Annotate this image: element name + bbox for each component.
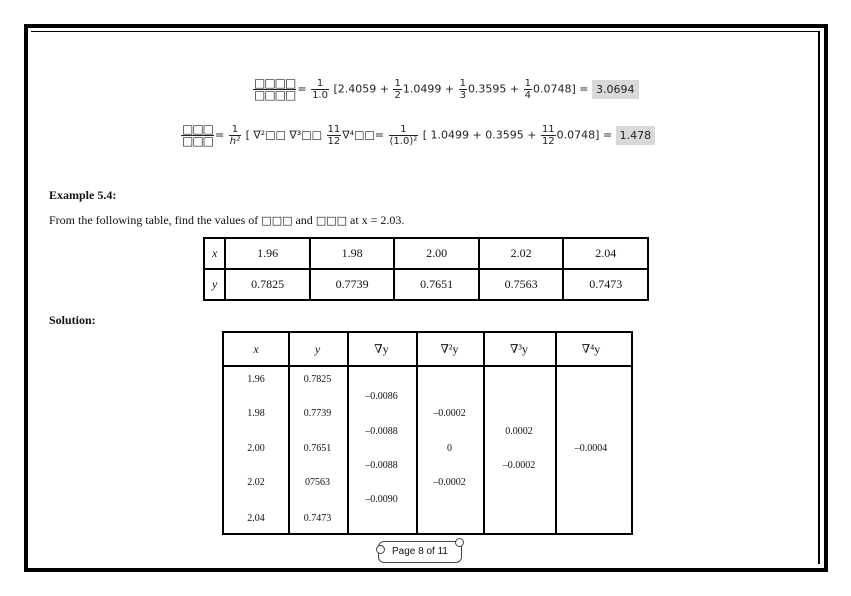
cell-y: 0.7825 xyxy=(303,374,332,385)
cell-d2: –0.0002 xyxy=(433,408,466,419)
header-d1: ∇y xyxy=(374,342,389,356)
example-text xyxy=(49,213,404,228)
cell-x: 2.04 xyxy=(247,513,265,524)
header-d4: ∇⁴y xyxy=(581,342,601,356)
scroll-curl-icon xyxy=(455,538,464,547)
table-cell: 0.7825 xyxy=(225,269,310,300)
equation1-term4: 0.0748] = xyxy=(533,82,589,96)
equation1-term3: 0.3595 + xyxy=(467,82,520,96)
equation1-frac-quarter xyxy=(524,78,532,101)
cell-y: 0.7739 xyxy=(303,408,332,419)
equation2-nabla4: ∇⁴□□= xyxy=(342,128,385,142)
equation1-bracket-open: [2.4059 + xyxy=(333,82,389,96)
equation2-expr: [ 1.0499 + 0.3595 + xyxy=(422,128,537,142)
difference-table xyxy=(222,331,633,535)
frac-1112-den: 12 xyxy=(327,136,341,147)
column-divider xyxy=(416,333,418,533)
column-divider xyxy=(555,333,557,533)
cell-d4: –0.0004 xyxy=(574,443,608,454)
table-cell: 2.02 xyxy=(479,238,564,269)
cell-x: 1.98 xyxy=(247,408,265,419)
cell-d2: –0.0002 xyxy=(433,477,466,488)
table-cell: 1.96 xyxy=(225,238,310,269)
frac-half-den: 2 xyxy=(394,90,401,101)
equation1-frac-half xyxy=(393,78,401,101)
example-text-after: at x = 2.03. xyxy=(350,213,405,227)
frac-1112-num: 11 xyxy=(327,124,341,135)
equation1-lhs-den: □□□□ xyxy=(254,88,296,102)
cell-d1: –0.0090 xyxy=(365,494,398,505)
cell-d3: –0.0002 xyxy=(502,460,536,471)
equation1-lhs xyxy=(253,78,296,101)
example-boxes1: □□□ xyxy=(261,214,293,227)
equation2-bracket: [ ∇²□□ ∇³□□ xyxy=(245,128,322,142)
cell-d1: –0.0088 xyxy=(365,460,398,471)
page-number-label: Page 8 of 11 xyxy=(392,546,448,557)
equation2-coef-den: h² xyxy=(229,136,241,147)
equation2-tail: 0.0748] = xyxy=(556,128,613,142)
header-d2: ∇²y xyxy=(440,342,459,356)
equation1-coef-num: 1 xyxy=(311,78,329,90)
frac-1112b-num: 11 xyxy=(541,124,555,135)
example-heading: Example 5.4: xyxy=(49,188,117,202)
header-x: x xyxy=(253,342,259,356)
cell-y: 0.7651 xyxy=(303,443,332,454)
solution-heading: Solution: xyxy=(49,313,96,327)
scroll-curl-icon xyxy=(376,545,385,554)
equation2-frac-1 xyxy=(389,124,419,147)
table-row-y xyxy=(204,269,648,300)
table-cell: 2.04 xyxy=(563,238,648,269)
table-cell: y xyxy=(204,269,225,300)
cell-d3: 0.0002 xyxy=(505,426,533,437)
frac-third-num: 1 xyxy=(459,78,466,89)
cell-y: 07563 xyxy=(305,477,330,488)
equation2-lhs-den: □□□ xyxy=(182,134,214,148)
cell-x: 2.00 xyxy=(247,443,265,454)
table-cell: 0.7563 xyxy=(479,269,564,300)
equation1-lhs-num: □□□□ xyxy=(254,76,296,90)
equation2-coef xyxy=(229,124,241,147)
equation1-result: 3.0694 xyxy=(592,80,639,99)
table-cell: 0.7739 xyxy=(310,269,395,300)
table-cell: 0.7473 xyxy=(563,269,648,300)
table-cell: 2.00 xyxy=(394,238,479,269)
frac-third-den: 3 xyxy=(459,90,466,101)
equation2-lhs-num: □□□ xyxy=(182,122,214,136)
equation2-result: 1.478 xyxy=(616,126,656,145)
frac-1-num: 1 xyxy=(389,124,419,136)
frac-quarter-num: 1 xyxy=(524,78,532,89)
frac-half-num: 1 xyxy=(394,78,401,89)
cell-y: 0.7473 xyxy=(303,513,332,524)
equation2-coef-num: 1 xyxy=(229,124,241,136)
cell-d2: 0 xyxy=(447,443,452,454)
equation-second-derivative: $\frac{□□□}{□□□}$ = $\frac{1}{\text{h²}}$ [ ∇²□□ ∇³□□ $\frac{11}{12}$ ∇⁴□□= $\frac{1}{\text{(1.0)²}}$ [ 1.0499 + 0.3595 + $\frac{11}{12}$ 0.0748] = 1.478 xyxy=(180,124,655,147)
page-number-scroll xyxy=(378,541,462,563)
table-cell: 0.7651 xyxy=(394,269,479,300)
equation1-coef-den: 1.0 xyxy=(312,90,328,101)
header-y: y xyxy=(314,342,321,356)
equation2-frac-1112b xyxy=(541,124,556,147)
equation-first-derivative: $\frac{□□□□}{□□□□}$ = $\frac{1}{1.0}$ [2.4059 + $\frac{1}{2}$ 1.0499 + $\frac{1}{3}$ 0.3595 + $\frac{1}{4}$ 0.0748] = 3.0694 xyxy=(252,78,639,101)
cell-d1: –0.0086 xyxy=(365,391,398,402)
example-and: and xyxy=(295,213,313,227)
frac-quarter-den: 4 xyxy=(524,90,532,101)
equation2-frac-1112 xyxy=(327,124,342,147)
column-divider xyxy=(288,333,290,533)
cell-x: 1.96 xyxy=(247,374,265,385)
header-d3: ∇³y xyxy=(510,342,528,356)
frac-1-den: (1.0)² xyxy=(389,136,418,147)
frac-1112b-den: 12 xyxy=(541,136,555,147)
table-cell: x xyxy=(204,238,225,269)
example-boxes2: □□□ xyxy=(315,214,347,227)
example-text-before: From the following table, find the values of xyxy=(49,213,259,227)
table-row-x xyxy=(204,238,648,269)
equation1-term2: 1.0499 + xyxy=(402,82,455,96)
table-cell: 1.98 xyxy=(310,238,395,269)
equation1-frac-third xyxy=(459,78,467,101)
equation1-coef xyxy=(311,78,329,101)
data-table xyxy=(203,237,649,301)
cell-d1: –0.0088 xyxy=(365,426,398,437)
cell-x: 2.02 xyxy=(247,477,265,488)
equation2-lhs xyxy=(181,124,214,147)
